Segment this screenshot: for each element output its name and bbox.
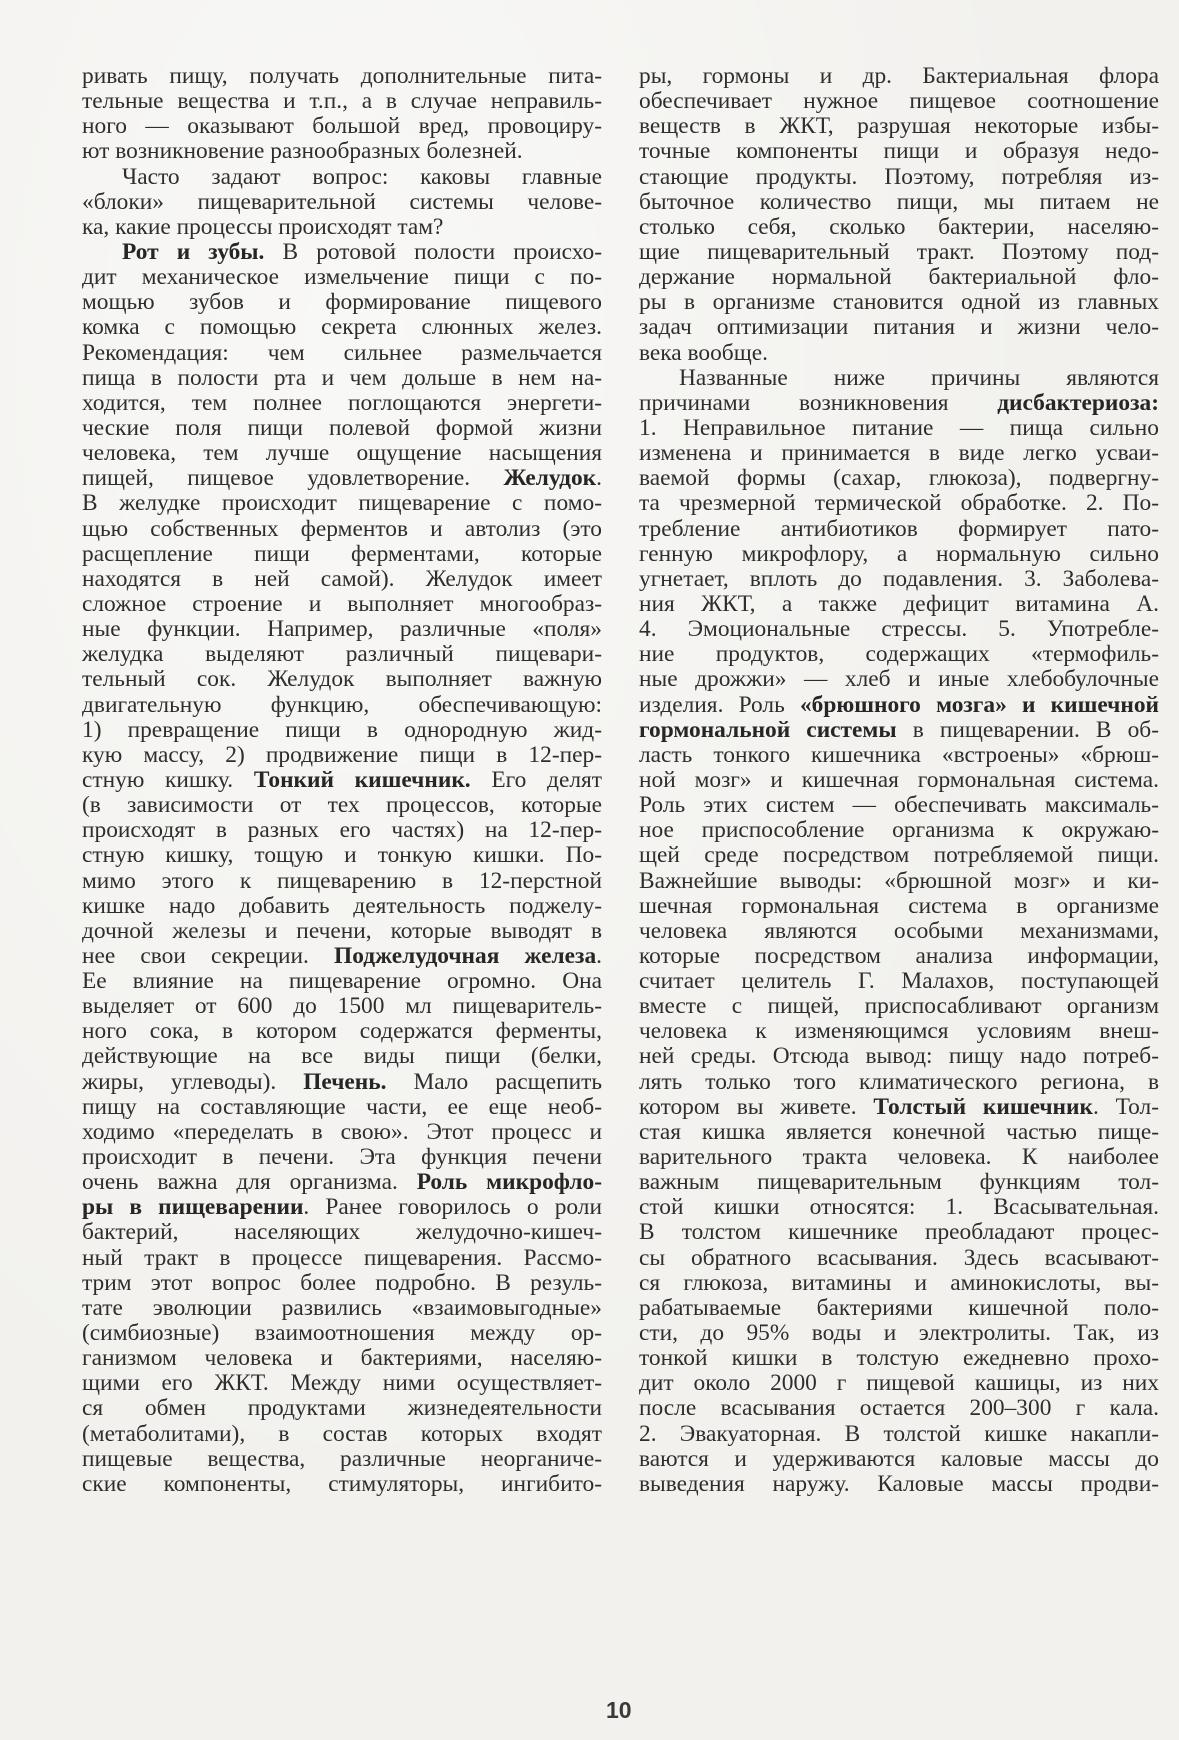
body-text: ривать пищу, получать дополнительные пита- xyxy=(82,63,602,89)
text-line xyxy=(82,869,602,894)
text-line xyxy=(639,1070,1159,1095)
body-text: ют возникновение разнообразных болезней. xyxy=(82,138,523,165)
text-line xyxy=(639,617,1159,642)
body-text: дит около 2000 г пищевой кашицы, из них xyxy=(639,1370,1159,1397)
text-line xyxy=(82,165,602,190)
body-text: . xyxy=(596,465,602,492)
text-line xyxy=(82,416,602,441)
text-line xyxy=(82,1396,602,1421)
text-line xyxy=(639,391,1159,416)
body-text: ние продуктов, содержащих «термофиль- xyxy=(639,641,1159,668)
body-text: нее свои секреции. xyxy=(82,942,335,969)
body-text: комка с помощью секрета слюнных желез. xyxy=(82,314,602,341)
text-line xyxy=(639,315,1159,340)
bold-heading-text: Печень. xyxy=(303,1068,387,1095)
body-text: 1. Неправильное питание — пища сильно xyxy=(639,414,1159,441)
bold-heading-text: «брюшного мозга» и кишечной xyxy=(799,691,1159,718)
body-text: (в зависимости от тех процессов, которые xyxy=(82,792,602,819)
text-line xyxy=(82,1422,602,1447)
text-line xyxy=(639,592,1159,617)
text-line xyxy=(82,1447,602,1472)
text-line xyxy=(639,114,1159,139)
text-line xyxy=(639,215,1159,240)
text-line xyxy=(639,894,1159,919)
text-line xyxy=(639,1346,1159,1371)
text-line xyxy=(82,793,602,818)
text-line xyxy=(639,1095,1159,1120)
body-text: обеспечивает нужное пищевое соотношение xyxy=(639,88,1159,115)
text-line xyxy=(639,265,1159,290)
text-line xyxy=(82,441,602,466)
body-text: в пищеварении. В об- xyxy=(896,716,1159,743)
bold-heading-text: Толстый кишечник xyxy=(873,1093,1093,1120)
text-line xyxy=(82,642,602,667)
body-text: жиры, углеводы). xyxy=(82,1068,304,1095)
body-text: щью собственных ферментов и автолиз (это xyxy=(82,515,602,542)
text-line xyxy=(639,1422,1159,1447)
text-line xyxy=(639,1220,1159,1245)
text-line xyxy=(82,542,602,567)
text-line xyxy=(82,667,602,692)
body-text: ное приспособление организма к окружаю- xyxy=(639,817,1159,844)
bold-heading-text: Желудок xyxy=(503,465,597,492)
body-text: 4. Эмоциональные стрессы. 5. Употребле- xyxy=(639,616,1159,643)
text-line xyxy=(82,64,602,89)
body-text: стой кишки относятся: 1. Всасывательная. xyxy=(639,1194,1159,1221)
body-text: сложное строение и выполняет многообраз- xyxy=(82,590,602,617)
body-text: ные дрожжи» — хлеб и иные хлебобулочные xyxy=(639,666,1159,693)
text-line xyxy=(639,567,1159,592)
body-text: веществ в ЖКТ, разрушая некоторые избы- xyxy=(639,113,1159,140)
body-text: «блоки» пищеварительной системы челове- xyxy=(82,188,602,215)
text-line xyxy=(82,969,602,994)
body-text: 1) превращение пищи в однородную жид- xyxy=(82,716,602,743)
text-line xyxy=(82,1246,602,1271)
body-text: ходится, тем полнее поглощаются энергети- xyxy=(82,389,602,416)
bold-heading-text: Рот и зубы. xyxy=(122,238,265,265)
body-text: ния ЖКТ, а также дефицит витамина А. xyxy=(639,590,1159,617)
body-text: варительного тракта человека. К наиболее xyxy=(639,1144,1159,1171)
body-text: ходимо «переделать в свою». Этот процесс и xyxy=(82,1118,602,1145)
text-line xyxy=(82,1044,602,1069)
body-text: выведения наружу. Каловые массы продви- xyxy=(639,1470,1159,1497)
body-text: (симбиозные) взаимоотношения между ор- xyxy=(82,1320,602,1347)
body-text: мощью зубов и формирование пищевого xyxy=(82,289,602,316)
text-line xyxy=(82,1371,602,1396)
text-line xyxy=(82,114,602,139)
body-text: ганизмом человека и бактериями, населяю- xyxy=(82,1345,602,1372)
text-line xyxy=(639,743,1159,768)
body-text: рабатываемые бактериями кишечной поло- xyxy=(639,1294,1159,1321)
body-text: ческие поля пищи полевой формой жизни xyxy=(82,414,602,441)
body-text: Роль этих систем — обеспечивать максималь- xyxy=(639,792,1159,819)
text-line xyxy=(639,290,1159,315)
body-text: угнетает, вплоть до подавления. 3. Заболева- xyxy=(639,565,1159,592)
body-text: ный тракт в процессе пищеварения. Рассмо- xyxy=(82,1244,602,1271)
body-text: выделяет от 600 до 1500 мл пищеваритель- xyxy=(82,993,602,1020)
text-line xyxy=(82,315,602,340)
text-line xyxy=(639,944,1159,969)
text-line xyxy=(82,1145,602,1170)
text-line xyxy=(82,1296,602,1321)
body-text: котором вы живете. xyxy=(639,1093,874,1120)
bold-heading-text: Тонкий кишечник. xyxy=(253,766,471,793)
body-text: (метаболитами), в состав которых входят xyxy=(82,1420,602,1447)
body-text: Его делят xyxy=(470,766,602,793)
body-text: сти, до 95% воды и электролиты. Так, из xyxy=(639,1320,1159,1347)
text-line xyxy=(82,1321,602,1346)
body-text: ласть тонкого кишечника «встроены» «брюш- xyxy=(639,741,1159,768)
body-text: ные функции. Например, различные «поля» xyxy=(82,616,602,643)
text-line xyxy=(639,667,1159,692)
body-text: Часто задают вопрос: каковы главные xyxy=(122,163,602,190)
bold-heading-text: дисбактериоза: xyxy=(997,389,1159,416)
text-line xyxy=(82,1271,602,1296)
text-line xyxy=(639,1472,1159,1497)
text-line xyxy=(639,1170,1159,1195)
text-line xyxy=(82,768,602,793)
body-text: тельные вещества и т.п., а в случае неправиль- xyxy=(82,88,602,115)
text-line xyxy=(639,491,1159,516)
body-text: В ротовой полости происхо- xyxy=(264,238,602,265)
text-line xyxy=(639,441,1159,466)
body-text: пища в полости рта и чем дольше в нем на- xyxy=(82,364,602,391)
text-line xyxy=(639,693,1159,718)
text-line xyxy=(639,341,1159,366)
body-text: стную кишку. xyxy=(82,766,254,793)
body-text: . xyxy=(596,942,602,969)
body-text: действующие на все виды пищи (белки, xyxy=(82,1043,602,1070)
text-line xyxy=(82,1095,602,1120)
text-line xyxy=(82,366,602,391)
body-text: кишке надо добавить деятельность поджелу- xyxy=(82,892,602,919)
body-text: ваемой формы (сахар, глюкоза), подвергну- xyxy=(639,465,1159,492)
body-text: мимо этого к пищеварению в 12-перстной xyxy=(82,867,602,894)
text-line xyxy=(639,1271,1159,1296)
text-line xyxy=(82,1019,602,1044)
text-line xyxy=(639,542,1159,567)
body-text: человека являются особыми механизмами, xyxy=(639,917,1159,944)
text-line xyxy=(82,843,602,868)
text-line xyxy=(82,944,602,969)
body-text: лять только того климатического региона, в xyxy=(639,1068,1159,1095)
text-line xyxy=(639,994,1159,1019)
body-text: которые посредством анализа информации, xyxy=(639,942,1159,969)
body-text: пищевые вещества, различные неорганиче- xyxy=(82,1445,602,1472)
left-text-column xyxy=(82,64,602,1497)
body-text: Ее влияние на пищеварение огромно. Она xyxy=(82,968,602,995)
body-text: Важнейшие выводы: «брюшной мозг» и ки- xyxy=(639,867,1159,894)
body-text: стая кишка является конечной частью пище- xyxy=(639,1118,1159,1145)
text-line xyxy=(639,1447,1159,1472)
text-line xyxy=(639,1120,1159,1145)
text-line xyxy=(639,969,1159,994)
text-line xyxy=(82,1220,602,1245)
text-line xyxy=(82,743,602,768)
text-line xyxy=(82,491,602,516)
text-line xyxy=(82,215,602,240)
text-line xyxy=(82,894,602,919)
body-text: расщепление пищи ферментами, которые xyxy=(82,540,602,567)
body-text: изменена и принимается в виде легко усваи- xyxy=(639,440,1159,467)
right-text-column xyxy=(639,64,1159,1497)
body-text: тате эволюции развились «взаимовыгодные» xyxy=(82,1294,602,1321)
body-text: бактерий, населяющих желудочно-кишеч- xyxy=(82,1219,602,1246)
body-text: очень важна для организма. xyxy=(82,1169,417,1196)
body-text: Мало расщепить xyxy=(386,1068,602,1095)
body-text: находятся в ней самой). Желудок имеет xyxy=(82,565,602,592)
text-line xyxy=(82,139,602,164)
body-text: важным пищеварительным функциям тол- xyxy=(639,1169,1159,1196)
text-line xyxy=(82,567,602,592)
body-text: столько себя, сколько бактерии, населяю- xyxy=(639,213,1159,240)
body-text: желудка выделяют различный пищевари- xyxy=(82,641,602,668)
text-line xyxy=(82,1070,602,1095)
text-line xyxy=(639,466,1159,491)
text-line xyxy=(639,240,1159,265)
body-text: ры, гормоны и др. Бактериальная флора xyxy=(639,63,1159,89)
body-text: происходит в печени. Эта функция печени xyxy=(82,1144,602,1171)
bold-heading-text: Роль микрофло- xyxy=(416,1169,602,1196)
text-line xyxy=(639,718,1159,743)
body-text: . Ранее говорилось о роли xyxy=(303,1194,602,1221)
text-line xyxy=(82,693,602,718)
text-line xyxy=(82,919,602,944)
body-text: человека, тем лучше ощущение насыщения xyxy=(82,440,602,467)
text-line xyxy=(639,818,1159,843)
body-text: кую массу, 2) продвижение пищи в 12-пер- xyxy=(82,741,602,768)
text-line xyxy=(82,89,602,114)
text-line xyxy=(639,416,1159,441)
bold-heading-text: ры в пищеварении xyxy=(82,1194,304,1221)
body-text: вместе с пищей, приспосабливают организм xyxy=(639,993,1159,1020)
body-text: пищу на составляющие части, ее еще необ- xyxy=(82,1093,602,1120)
text-line xyxy=(639,1371,1159,1396)
text-line xyxy=(639,919,1159,944)
text-line xyxy=(82,341,602,366)
text-line xyxy=(639,1246,1159,1271)
bold-heading-text: гормональной системы xyxy=(639,716,897,743)
body-text: происходят в разных его частях) на 12-пер- xyxy=(82,817,602,844)
body-text: тонкой кишки в толстую ежедневно прохо- xyxy=(639,1345,1159,1372)
body-text: щими его ЖКТ. Между ними осуществляет- xyxy=(82,1370,602,1397)
body-text: ры в организме становится одной из главных xyxy=(639,289,1159,316)
text-line xyxy=(639,139,1159,164)
text-line xyxy=(639,366,1159,391)
body-text: ного — оказывают большой вред, провоциру- xyxy=(82,113,602,140)
text-line xyxy=(639,768,1159,793)
text-line xyxy=(82,718,602,743)
text-line xyxy=(82,391,602,416)
text-line xyxy=(82,190,602,215)
text-line xyxy=(82,265,602,290)
text-line xyxy=(639,843,1159,868)
body-text: причинами возникновения xyxy=(639,389,998,416)
text-line xyxy=(639,190,1159,215)
text-line xyxy=(639,1044,1159,1069)
text-line xyxy=(82,617,602,642)
body-text: человека к изменяющимся условиям внеш- xyxy=(639,1018,1159,1045)
body-text: держание нормальной бактериальной фло- xyxy=(639,264,1159,291)
text-line xyxy=(639,1321,1159,1346)
text-line xyxy=(639,869,1159,894)
text-line xyxy=(639,793,1159,818)
text-line xyxy=(639,517,1159,542)
text-line xyxy=(82,994,602,1019)
body-text: пищей, пищевое удовлетворение. xyxy=(82,465,504,492)
text-line xyxy=(82,240,602,265)
body-text: требление антибиотиков формирует пато- xyxy=(639,515,1159,542)
text-line xyxy=(82,1346,602,1371)
body-text: стающие продукты. Поэтому, потребляя из- xyxy=(639,163,1159,190)
body-text: изделия. Роль xyxy=(639,691,800,718)
text-line xyxy=(82,1472,602,1497)
body-text: дит механическое измельчение пищи с по- xyxy=(82,264,602,291)
text-line xyxy=(639,1019,1159,1044)
body-text: дочной железы и печени, которые выводят в xyxy=(82,917,602,944)
text-line xyxy=(639,1145,1159,1170)
body-text: тельный сок. Желудок выполняет важную xyxy=(82,666,602,693)
page-number: 10 xyxy=(606,1697,632,1723)
body-text: сы обратного всасывания. Здесь всасывают- xyxy=(639,1244,1159,1271)
text-line xyxy=(639,89,1159,114)
text-line xyxy=(82,1195,602,1220)
text-line xyxy=(639,1296,1159,1321)
text-line xyxy=(639,642,1159,667)
body-text: ка, какие процессы происходят там? xyxy=(82,213,444,240)
body-text: точные компоненты пищи и образуя недо- xyxy=(639,138,1159,165)
body-text: Названные ниже причины являются xyxy=(679,364,1159,391)
text-line xyxy=(82,818,602,843)
text-line xyxy=(639,1396,1159,1421)
body-text: ного сока, в котором содержатся ферменты, xyxy=(82,1018,602,1045)
text-line xyxy=(639,64,1159,89)
text-line xyxy=(82,592,602,617)
text-line xyxy=(82,290,602,315)
body-text: 2. Эвакуаторная. В толстой кишке накапли- xyxy=(639,1420,1159,1447)
text-line xyxy=(82,1120,602,1145)
body-text: быточное количество пищи, мы питаем не xyxy=(639,188,1159,215)
body-text: та чрезмерной термической обработке. 2. По- xyxy=(639,490,1159,517)
body-text: генную микрофлору, а нормальную сильно xyxy=(639,540,1159,567)
text-line xyxy=(639,1195,1159,1220)
body-text: стную кишку, тощую и тонкую кишки. По- xyxy=(82,842,602,869)
body-text: щей среде посредством потребляемой пищи. xyxy=(639,842,1159,869)
text-line xyxy=(639,165,1159,190)
body-text: Рекомендация: чем сильнее размельчается xyxy=(82,339,602,366)
text-line xyxy=(82,517,602,542)
text-line xyxy=(82,466,602,491)
body-text: ся глюкоза, витамины и аминокислоты, вы- xyxy=(639,1269,1159,1296)
body-text: ней среды. Отсюда вывод: пищу надо потреб- xyxy=(639,1043,1159,1070)
body-text: считает целитель Г. Малахов, поступающей xyxy=(639,968,1159,995)
body-text: ся обмен продуктами жизнедеятельности xyxy=(82,1395,602,1422)
body-text: В толстом кишечнике преобладают процес- xyxy=(639,1219,1159,1246)
body-text: задач оптимизации питания и жизни чело- xyxy=(639,314,1159,341)
body-text: ваются и удерживаются каловые массы до xyxy=(639,1445,1159,1472)
body-text: века вообще. xyxy=(639,339,768,366)
body-text: ские компоненты, стимуляторы, ингибито- xyxy=(82,1470,602,1497)
bold-heading-text: Поджелудочная железа xyxy=(334,942,597,969)
body-text: . Тол- xyxy=(1093,1093,1159,1120)
body-text: шечная гормональная система в организме xyxy=(639,892,1159,919)
text-line xyxy=(82,1170,602,1195)
body-text: щие пищеварительный тракт. Поэтому под- xyxy=(639,238,1159,265)
body-text: трим этот вопрос более подробно. В резуль- xyxy=(82,1269,602,1296)
body-text: ной мозг» и кишечная гормональная система. xyxy=(639,766,1159,793)
body-text: В желудке происходит пищеварение с помо- xyxy=(82,490,602,517)
body-text: двигательную функцию, обеспечивающую: xyxy=(82,691,602,718)
body-text: после всасывания остается 200–300 г кала. xyxy=(639,1395,1159,1422)
